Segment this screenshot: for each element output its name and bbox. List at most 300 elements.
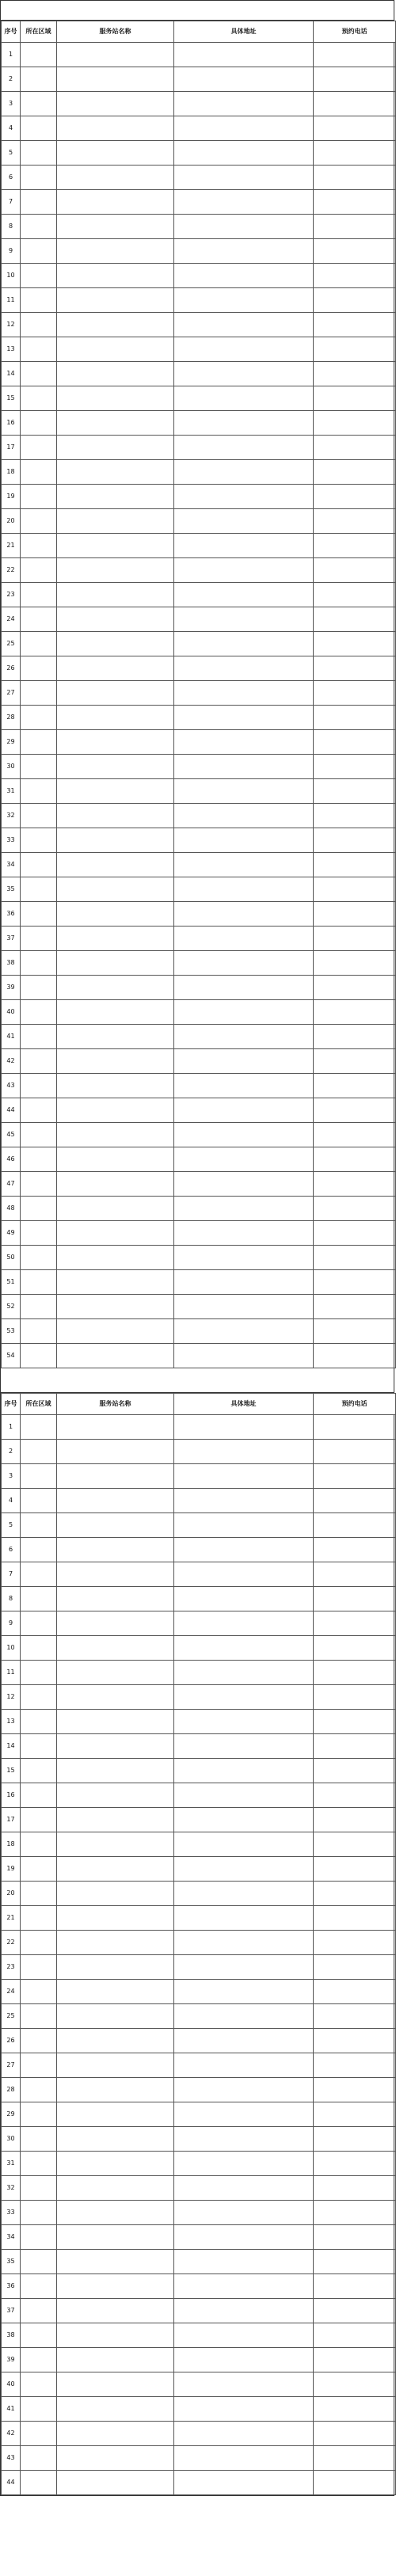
row-phone [314,1246,396,1270]
row-phone [314,656,396,681]
row-district [21,460,57,485]
row-station-name [57,1049,174,1074]
row-phone [314,1440,396,1464]
row-index: 4 [2,1489,21,1513]
row-address [174,2053,314,2078]
row-address [174,1538,314,1562]
row-address [174,1025,314,1049]
row-address [174,1415,314,1440]
row-phone [314,2397,396,2422]
row-station-name [57,1147,174,1172]
row-address [174,2471,314,2495]
row-address [174,485,314,509]
row-index: 19 [2,485,21,509]
row-district [21,1221,57,1246]
column-header: 具体地址 [174,1394,314,1415]
table-row [2,951,396,976]
row-station-name [57,313,174,337]
row-address [174,436,314,460]
table-row [2,877,396,902]
row-district [21,485,57,509]
row-phone [314,1049,396,1074]
row-district [21,877,57,902]
table-row [2,755,396,779]
row-index: 10 [2,264,21,288]
table-row [2,976,396,1000]
row-index: 21 [2,534,21,558]
table-row [2,2127,396,2152]
row-station-name [57,43,174,67]
table-row [2,1246,396,1270]
row-station-name [57,1710,174,1734]
row-station-name [57,2274,174,2299]
row-station-name [57,1808,174,1832]
row-index: 23 [2,583,21,607]
row-district [21,1197,57,1221]
row-index: 27 [2,2053,21,2078]
row-district [21,1440,57,1464]
row-district [21,1857,57,1882]
table-row [2,583,396,607]
row-address [174,2348,314,2372]
row-district [21,632,57,656]
table-row [2,1440,396,1464]
row-station-name [57,976,174,1000]
row-district [21,1147,57,1172]
row-district [21,411,57,436]
row-station-name [57,2422,174,2446]
row-index: 35 [2,877,21,902]
row-station-name [57,853,174,877]
row-index: 12 [2,313,21,337]
row-station-name [57,1636,174,1661]
row-address [174,1808,314,1832]
row-address [174,1221,314,1246]
table-header-row [2,1394,396,1415]
row-address [174,2078,314,2102]
table-row [2,1636,396,1661]
table-row [2,141,396,166]
column-header: 具体地址 [174,21,314,43]
row-phone [314,1587,396,1611]
row-address [174,2299,314,2323]
row-station-name [57,1955,174,1980]
row-district [21,1808,57,1832]
row-index: 14 [2,1734,21,1759]
row-index: 37 [2,927,21,951]
row-district [21,2004,57,2029]
table-row [2,2274,396,2299]
table-row [2,362,396,386]
row-district [21,2127,57,2152]
row-index: 32 [2,804,21,828]
row-district [21,583,57,607]
row-address [174,2176,314,2201]
row-district [21,1489,57,1513]
table-row [2,2078,396,2102]
row-phone [314,215,396,239]
row-index: 5 [2,141,21,166]
row-phone [314,2152,396,2176]
row-phone [314,902,396,927]
row-address [174,1783,314,1808]
row-phone [314,1123,396,1147]
table-row [2,632,396,656]
row-district [21,1783,57,1808]
row-station-name [57,2397,174,2422]
row-address [174,1882,314,1906]
row-index: 6 [2,166,21,190]
row-address [174,804,314,828]
row-district [21,1074,57,1098]
row-address [174,534,314,558]
row-district [21,1000,57,1025]
row-phone [314,2471,396,2495]
row-address [174,1759,314,1783]
row-station-name [57,1319,174,1344]
row-phone [314,2053,396,2078]
table-row [2,1344,396,1368]
row-station-name [57,1783,174,1808]
row-index: 39 [2,2348,21,2372]
row-address [174,2225,314,2250]
row-district [21,607,57,632]
row-phone [314,509,396,534]
row-phone [314,313,396,337]
row-district [21,976,57,1000]
row-station-name [57,1172,174,1197]
row-station-name [57,509,174,534]
row-district [21,386,57,411]
row-phone [314,1611,396,1636]
row-phone [314,607,396,632]
row-address [174,2397,314,2422]
row-index: 18 [2,460,21,485]
row-district [21,2250,57,2274]
row-station-name [57,264,174,288]
table-row [2,2299,396,2323]
row-index: 37 [2,2299,21,2323]
row-index: 34 [2,2225,21,2250]
table-row [2,1832,396,1857]
row-district [21,755,57,779]
row-district [21,2029,57,2053]
row-station-name [57,362,174,386]
row-phone [314,681,396,706]
row-address [174,755,314,779]
row-address [174,1562,314,1587]
row-district [21,166,57,190]
row-address [174,1270,314,1295]
row-district [21,951,57,976]
row-station-name [57,877,174,902]
row-station-name [57,436,174,460]
row-address [174,1246,314,1270]
row-phone [314,1710,396,1734]
row-station-name [57,951,174,976]
table-row [2,1611,396,1636]
row-phone [314,1685,396,1710]
row-district [21,239,57,264]
row-phone [314,1955,396,1980]
row-station-name [57,166,174,190]
row-address [174,877,314,902]
table-row [2,436,396,460]
row-index: 22 [2,558,21,583]
row-phone [314,2323,396,2348]
row-district [21,2299,57,2323]
table-row [2,1857,396,1882]
row-index: 21 [2,1906,21,1931]
row-index: 50 [2,1246,21,1270]
row-index: 42 [2,1049,21,1074]
row-index: 44 [2,2471,21,2495]
row-phone [314,1197,396,1221]
row-station-name [57,681,174,706]
row-address [174,1832,314,1857]
row-station-name [57,67,174,92]
row-station-name [57,1734,174,1759]
column-header: 服务站名称 [57,1394,174,1415]
row-station-name [57,239,174,264]
row-address [174,656,314,681]
row-station-name [57,1440,174,1464]
row-station-name [57,1832,174,1857]
row-district [21,43,57,67]
row-phone [314,92,396,116]
column-header: 序号 [2,1394,21,1415]
row-district [21,2348,57,2372]
row-district [21,1734,57,1759]
row-district [21,2176,57,2201]
row-phone [314,1562,396,1587]
row-phone [314,1074,396,1098]
table-row [2,460,396,485]
row-address [174,2029,314,2053]
row-phone [314,337,396,362]
table-row [2,1000,396,1025]
table-row [2,902,396,927]
row-index: 26 [2,656,21,681]
row-address [174,681,314,706]
row-station-name [57,2078,174,2102]
row-phone [314,558,396,583]
row-index: 28 [2,706,21,730]
row-station-name [57,632,174,656]
row-index: 14 [2,362,21,386]
row-index: 36 [2,2274,21,2299]
column-header: 预约电话 [314,1394,396,1415]
row-index: 31 [2,779,21,804]
row-index: 41 [2,1025,21,1049]
table-row [2,2323,396,2348]
table-row [2,804,396,828]
column-header: 预约电话 [314,21,396,43]
row-station-name [57,1538,174,1562]
row-station-name [57,1685,174,1710]
table-row [2,509,396,534]
row-address [174,1074,314,1098]
row-address [174,2274,314,2299]
row-address [174,288,314,313]
row-station-name [57,1025,174,1049]
row-index: 48 [2,1197,21,1221]
row-address [174,1000,314,1025]
row-station-name [57,1221,174,1246]
row-address [174,2422,314,2446]
row-station-name [57,1197,174,1221]
table-title [1,1373,394,1393]
row-address [174,583,314,607]
table-row [2,264,396,288]
row-phone [314,2299,396,2323]
row-station-name [57,116,174,141]
row-address [174,1489,314,1513]
column-header: 所在区域 [21,21,57,43]
row-index: 54 [2,1344,21,1368]
row-index: 15 [2,386,21,411]
row-address [174,2323,314,2348]
row-address [174,1931,314,1955]
table-row [2,1025,396,1049]
row-address [174,1049,314,1074]
table-row [2,1172,396,1197]
row-district [21,362,57,386]
row-phone [314,583,396,607]
row-district [21,1098,57,1123]
row-district [21,1685,57,1710]
row-station-name [57,141,174,166]
row-district [21,1049,57,1074]
row-phone [314,1538,396,1562]
row-address [174,558,314,583]
row-phone [314,1295,396,1319]
row-district [21,2422,57,2446]
table-row [2,1415,396,1440]
row-phone [314,2004,396,2029]
row-index: 20 [2,509,21,534]
row-address [174,1636,314,1661]
table-row [2,239,396,264]
row-station-name [57,2201,174,2225]
table-row [2,67,396,92]
row-station-name [57,2176,174,2201]
row-station-name [57,1246,174,1270]
row-phone [314,190,396,215]
row-address [174,1980,314,2004]
table-row [2,92,396,116]
row-address [174,1440,314,1464]
row-station-name [57,190,174,215]
row-district [21,436,57,460]
row-address [174,2250,314,2274]
table-row [2,1734,396,1759]
row-index: 43 [2,1074,21,1098]
row-phone [314,1636,396,1661]
table-row [2,1270,396,1295]
row-district [21,1710,57,1734]
row-address [174,264,314,288]
row-station-name [57,2250,174,2274]
row-phone [314,436,396,460]
row-phone [314,1464,396,1489]
row-station-name [57,1562,174,1587]
row-district [21,902,57,927]
row-address [174,1734,314,1759]
row-phone [314,67,396,92]
row-district [21,337,57,362]
row-index: 19 [2,1857,21,1882]
row-station-name [57,1415,174,1440]
table-row [2,2250,396,2274]
row-index: 24 [2,1980,21,2004]
table-row [2,1562,396,1587]
table-row [2,1955,396,1980]
row-phone [314,1734,396,1759]
row-station-name [57,1489,174,1513]
table-row [2,1906,396,1931]
row-index: 43 [2,2446,21,2471]
row-station-name [57,288,174,313]
row-phone [314,166,396,190]
row-index: 51 [2,1270,21,1295]
row-district [21,1513,57,1538]
row-phone [314,2274,396,2299]
row-phone [314,2201,396,2225]
table-title [1,1,394,21]
row-index: 40 [2,2372,21,2397]
row-phone [314,1344,396,1368]
table-row [2,2176,396,2201]
row-phone [314,460,396,485]
row-district [21,2102,57,2127]
table-row [2,2446,396,2471]
row-index: 16 [2,1783,21,1808]
row-phone [314,2102,396,2127]
table-row [2,1783,396,1808]
table-row [2,190,396,215]
table-row [2,730,396,755]
row-address [174,2372,314,2397]
row-address [174,215,314,239]
row-district [21,2471,57,2495]
table-row [2,1685,396,1710]
row-phone [314,1319,396,1344]
row-station-name [57,411,174,436]
row-station-name [57,1661,174,1685]
row-index: 36 [2,902,21,927]
row-station-name [57,386,174,411]
row-district [21,681,57,706]
row-phone [314,2127,396,2152]
table-row [2,485,396,509]
row-index: 25 [2,632,21,656]
row-index: 12 [2,1685,21,1710]
row-district [21,2225,57,2250]
row-district [21,1246,57,1270]
row-district [21,1955,57,1980]
row-station-name [57,902,174,927]
row-district [21,1344,57,1368]
row-index: 38 [2,2323,21,2348]
row-station-name [57,558,174,583]
row-address [174,190,314,215]
table-row [2,853,396,877]
row-district [21,1587,57,1611]
row-district [21,1415,57,1440]
row-phone [314,1147,396,1172]
row-index: 5 [2,1513,21,1538]
